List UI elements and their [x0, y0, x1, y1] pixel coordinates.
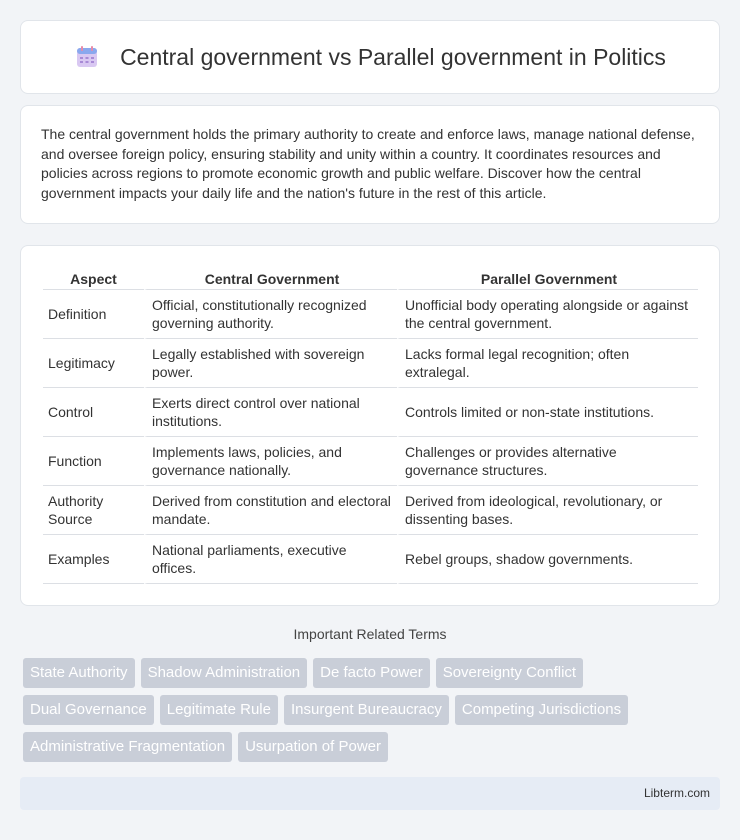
aspect-cell: Examples [43, 535, 144, 584]
aspect-cell: Legitimacy [43, 339, 144, 388]
tag-shadow-administration[interactable]: Shadow Administration [141, 658, 308, 688]
parallel-cell: Unofficial body operating alongside or against the central government. [397, 290, 698, 339]
central-cell: Exerts direct control over national institutions. [144, 388, 397, 437]
calendar-icon [74, 44, 100, 70]
aspect-cell: Function [43, 437, 144, 486]
comparison-table [43, 266, 698, 584]
intro-card [20, 105, 720, 224]
tag-administrative-fragmentation[interactable]: Administrative Fragmentation [23, 732, 232, 762]
table-row [43, 388, 698, 437]
footer-site-link[interactable]: Libterm.com [643, 786, 710, 800]
tag-usurpation-of-power[interactable]: Usurpation of Power [238, 732, 388, 762]
tag-sovereignty-conflict[interactable]: Sovereignty Conflict [436, 658, 583, 688]
parallel-cell: Challenges or provides alternative governance structures. [397, 437, 698, 486]
header-aspect: Aspect [43, 266, 144, 290]
header-central: Central Government [144, 266, 397, 290]
tag-de-facto-power[interactable]: De facto Power [313, 658, 430, 688]
central-cell: Official, constitutionally recognized governing authority. [144, 290, 397, 339]
tag-state-authority[interactable]: State Authority [23, 658, 135, 688]
tag-insurgent-bureaucracy[interactable]: Insurgent Bureaucracy [284, 695, 449, 725]
table-row [43, 437, 698, 486]
comparison-table-card [20, 245, 720, 606]
related-terms-heading: Important Related Terms [293, 626, 447, 642]
table-row [43, 486, 698, 535]
table-row [43, 339, 698, 388]
parallel-cell: Derived from ideological, revolutionary, or dissenting bases. [397, 486, 698, 535]
title-card [20, 20, 720, 94]
parallel-cell: Lacks formal legal recognition; often extralegal. [397, 339, 698, 388]
central-cell: Legally established with sovereign power. [144, 339, 397, 388]
footer [20, 777, 720, 810]
aspect-cell: Authority Source [43, 486, 144, 535]
tag-dual-governance[interactable]: Dual Governance [23, 695, 154, 725]
central-cell: National parliaments, executive offices. [144, 535, 397, 584]
table-row [43, 290, 698, 339]
tag-row [23, 732, 723, 762]
tag-row [23, 695, 723, 725]
header-parallel: Parallel Government [397, 266, 698, 290]
table-row [43, 535, 698, 584]
tag-legitimate-rule[interactable]: Legitimate Rule [160, 695, 278, 725]
parallel-cell: Controls limited or non-state institutions. [397, 388, 698, 437]
central-cell: Implements laws, policies, and governance nationally. [144, 437, 397, 486]
intro-text: The central government holds the primary authority to create and enforce laws, manage national defense, and oversee foreign policy, ensuring stability and unity within a country. It coordinates resources and policies across regions to promote economic growth and public welfare. Discover how the central government impacts your daily life and the nation's future in the rest of this article. [41, 126, 695, 201]
tag-competing-jurisdictions[interactable]: Competing Jurisdictions [455, 695, 628, 725]
aspect-cell: Definition [43, 290, 144, 339]
table-header-row [43, 266, 698, 290]
tag-row [23, 658, 723, 688]
related-terms-list [23, 658, 723, 769]
page-title: Central government vs Parallel government in Politics [120, 43, 666, 70]
aspect-cell: Control [43, 388, 144, 437]
parallel-cell: Rebel groups, shadow governments. [397, 535, 698, 584]
central-cell: Derived from constitution and electoral mandate. [144, 486, 397, 535]
